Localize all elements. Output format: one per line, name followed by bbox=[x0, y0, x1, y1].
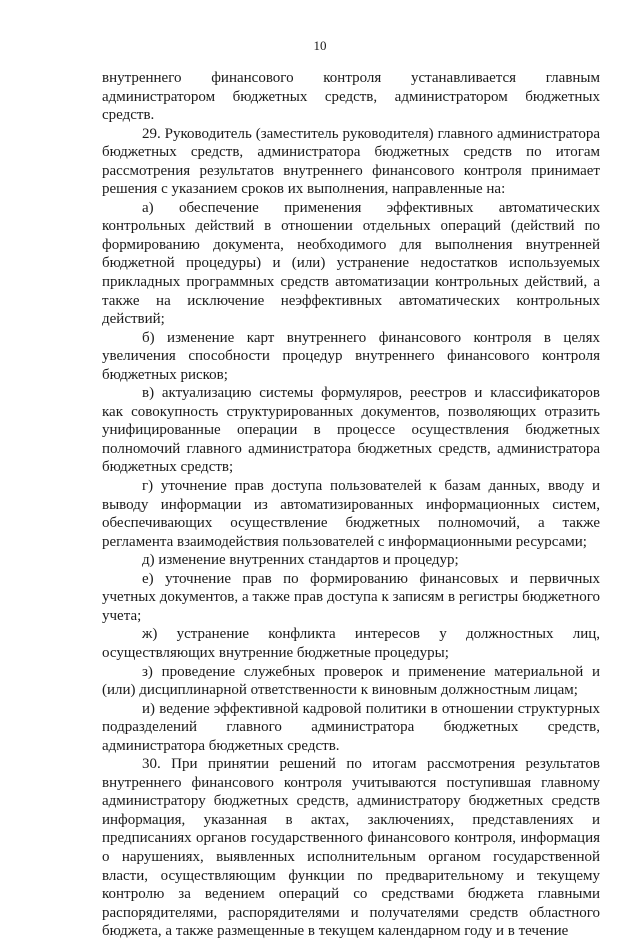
list-item-z: з) проведение служебных проверок и применение материальной и (или) дисциплинарной ответственности к виновным должностным лицам; bbox=[102, 663, 600, 699]
list-item-e: е) уточнение прав по формированию финансовых и первичных учетных документов, а также прав доступа к записям в регистры бюджетного учета; bbox=[102, 570, 600, 624]
paragraph-continuation: внутреннего финансового контроля устанавливается главным администратором бюджетных средств, администратором бюджетных средств. bbox=[102, 70, 600, 124]
list-item-i: и) ведение эффективной кадровой политики в отношении структурных подразделений главного администратора бюджетных средств, администратора бюджетных средств. bbox=[102, 700, 600, 754]
paragraph-29: 29. Руководитель (заместитель руководителя) главного администратора бюджетных средств, администратора бюджетных средств по итогам рассмотрения результатов внутреннего финансового контроля принимает решения с указанием сроков их выполнения, направленные на: bbox=[102, 125, 600, 198]
list-item-g: г) уточнение прав доступа пользователей к базам данных, вводу и выводу информации из автоматизированных информационных систем, обеспечивающих осуществление бюджетных полномочий, а также регламента взаимодействия пользователей с информационными ресурсами; bbox=[102, 478, 600, 550]
list-item-zh: ж) устранение конфликта интересов у должностных лиц, осуществляющих внутренние бюджетные процедуры; bbox=[102, 626, 600, 661]
paragraph-30: 30. При принятии решений по итогам рассмотрения результатов внутреннего финансового контроля учитываются поступившая главному администратору бюджетных средств, администратору бюджетных средств информация, указанная в актах, заключениях, представлениях и предписаниях органов государственного финансового контроля, информация о нарушениях, выявленных исполнительным органом государственной власти, осуществляющим функции по предварительному и текущему контролю за ведением операций со средствами бюджета главными распорядителями, распорядителями и получателями средств областного бюджета, а также размещенные в текущем календарном году и в течение bbox=[102, 756, 600, 940]
list-item-d: д) изменение внутренних стандартов и процедур; bbox=[142, 552, 459, 569]
list-item-b: б) изменение карт внутреннего финансового контроля в целях увеличения способности процедур внутреннего финансового контроля бюджетных рисков; bbox=[102, 329, 600, 383]
page-number: 10 bbox=[313, 38, 327, 53]
list-item-a: а) обеспечение применения эффективных автоматических контрольных действий в отношении отдельных операций (действий по формированию документа, необходимого для выполнения внутренней бюджетной процедуры) и (или) устранение недостатков используемых прикладных программных средств автоматизации контрольных действий, а также на исключение неэффективных автоматических контрольных действий; bbox=[102, 199, 600, 328]
list-item-v: в) актуализацию системы формуляров, реестров и классификаторов как совокупность структурированных документов, позволяющих отразить унифицированные операции в процессе осуществления бюджетных полномочий главного администратора бюджетных средств, администратора бюджетных средств; bbox=[102, 385, 600, 476]
document-body bbox=[102, 69, 600, 941]
